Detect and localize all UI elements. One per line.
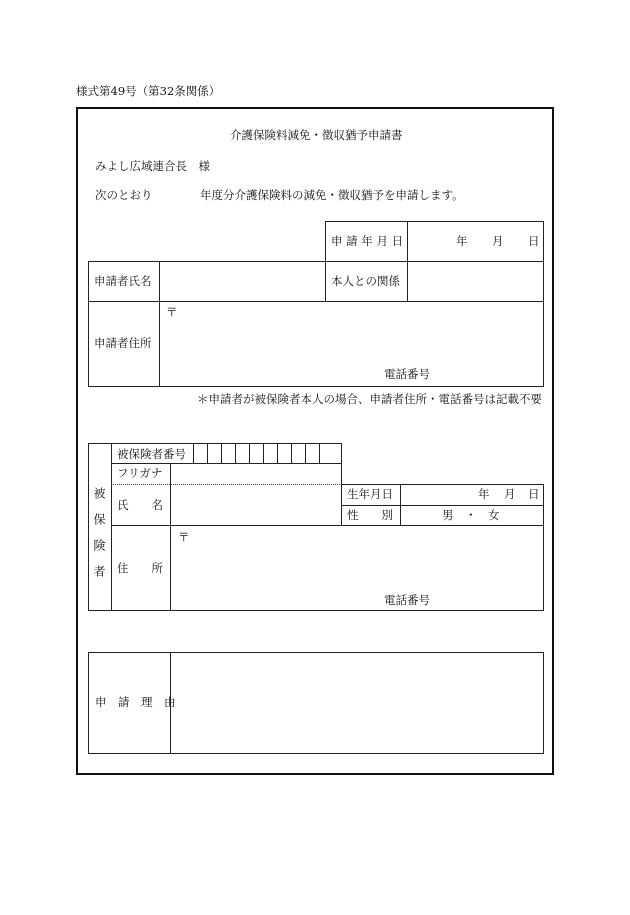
divider — [263, 443, 264, 464]
relation-label: 本人との関係 — [331, 274, 400, 288]
form-title: 介護保険料減免・徴収猶予申請書 — [230, 128, 403, 142]
application-date-label: 申 請 年 月 日 — [331, 234, 404, 248]
insured-number-boxes[interactable] — [193, 443, 342, 464]
reason-label: 申 請 理 由 — [95, 695, 176, 709]
fiscal-year-field[interactable] — [158, 186, 198, 204]
divider — [249, 443, 250, 464]
gender-options[interactable]: 男 ・ 女 — [442, 508, 500, 522]
applicant-address-field[interactable] — [161, 303, 542, 363]
gender-label: 性 別 — [347, 508, 393, 522]
birth-day: 日 — [528, 487, 540, 501]
note-text: ＊申請者が被保険者本人の場合、申請者住所・電話番号は記載不要 — [197, 392, 542, 406]
reason-field[interactable] — [172, 654, 542, 752]
insured-name-field[interactable] — [172, 486, 340, 524]
divider — [159, 261, 160, 387]
divider — [341, 505, 544, 506]
applicant-name-field[interactable] — [161, 263, 323, 299]
birth-date-label: 生年月日 — [347, 487, 393, 501]
divider — [400, 484, 401, 526]
insured-postal-mark: 〒 — [178, 530, 190, 544]
furigana-field[interactable] — [172, 465, 340, 483]
insured-address-field[interactable] — [172, 527, 542, 587]
intro-left: 次のとおり — [95, 188, 153, 202]
insured-name-label: 氏 名 — [117, 498, 163, 512]
divider — [319, 443, 320, 464]
applicant-phone-label: 電話番号 — [384, 367, 430, 381]
application-date-year: 年 — [456, 234, 468, 248]
divider — [277, 443, 278, 464]
insured-side-label: 被保険者 — [92, 487, 106, 591]
application-date-month: 月 — [492, 234, 504, 248]
divider — [407, 221, 408, 262]
relation-field[interactable] — [409, 263, 542, 299]
divider — [291, 443, 292, 464]
applicant-address-label: 申請者住所 — [94, 336, 152, 350]
birth-year: 年 — [478, 487, 490, 501]
form-number: 様式第49号（第32条関係） — [76, 84, 221, 98]
furigana-label: フリガナ — [117, 466, 163, 480]
intro-right: 年度分介護保険料の減免・徴収猶予を申請します。 — [200, 188, 464, 202]
divider — [407, 261, 408, 301]
insured-address-label: 住 所 — [117, 561, 163, 575]
divider — [305, 443, 306, 464]
divider — [325, 261, 326, 301]
application-date-day: 日 — [528, 234, 540, 248]
applicant-phone-field[interactable] — [440, 364, 540, 384]
insured-number-label: 被保険者番号 — [117, 447, 186, 461]
furigana-divider — [111, 484, 342, 485]
divider — [193, 443, 194, 464]
birth-month: 月 — [504, 487, 516, 501]
divider — [235, 443, 236, 464]
divider — [221, 443, 222, 464]
application-date-field[interactable] — [409, 224, 542, 259]
birth-date-field[interactable] — [402, 486, 542, 504]
addressee: みよし広域連合長 様 — [95, 159, 210, 173]
insured-phone-label: 電話番号 — [384, 593, 430, 607]
insured-phone-field[interactable] — [440, 590, 540, 609]
postal-mark: 〒 — [166, 305, 178, 319]
divider — [88, 301, 544, 302]
divider — [170, 463, 171, 526]
divider — [207, 443, 208, 464]
divider — [170, 525, 171, 611]
applicant-name-label: 申請者氏名 — [94, 274, 152, 288]
